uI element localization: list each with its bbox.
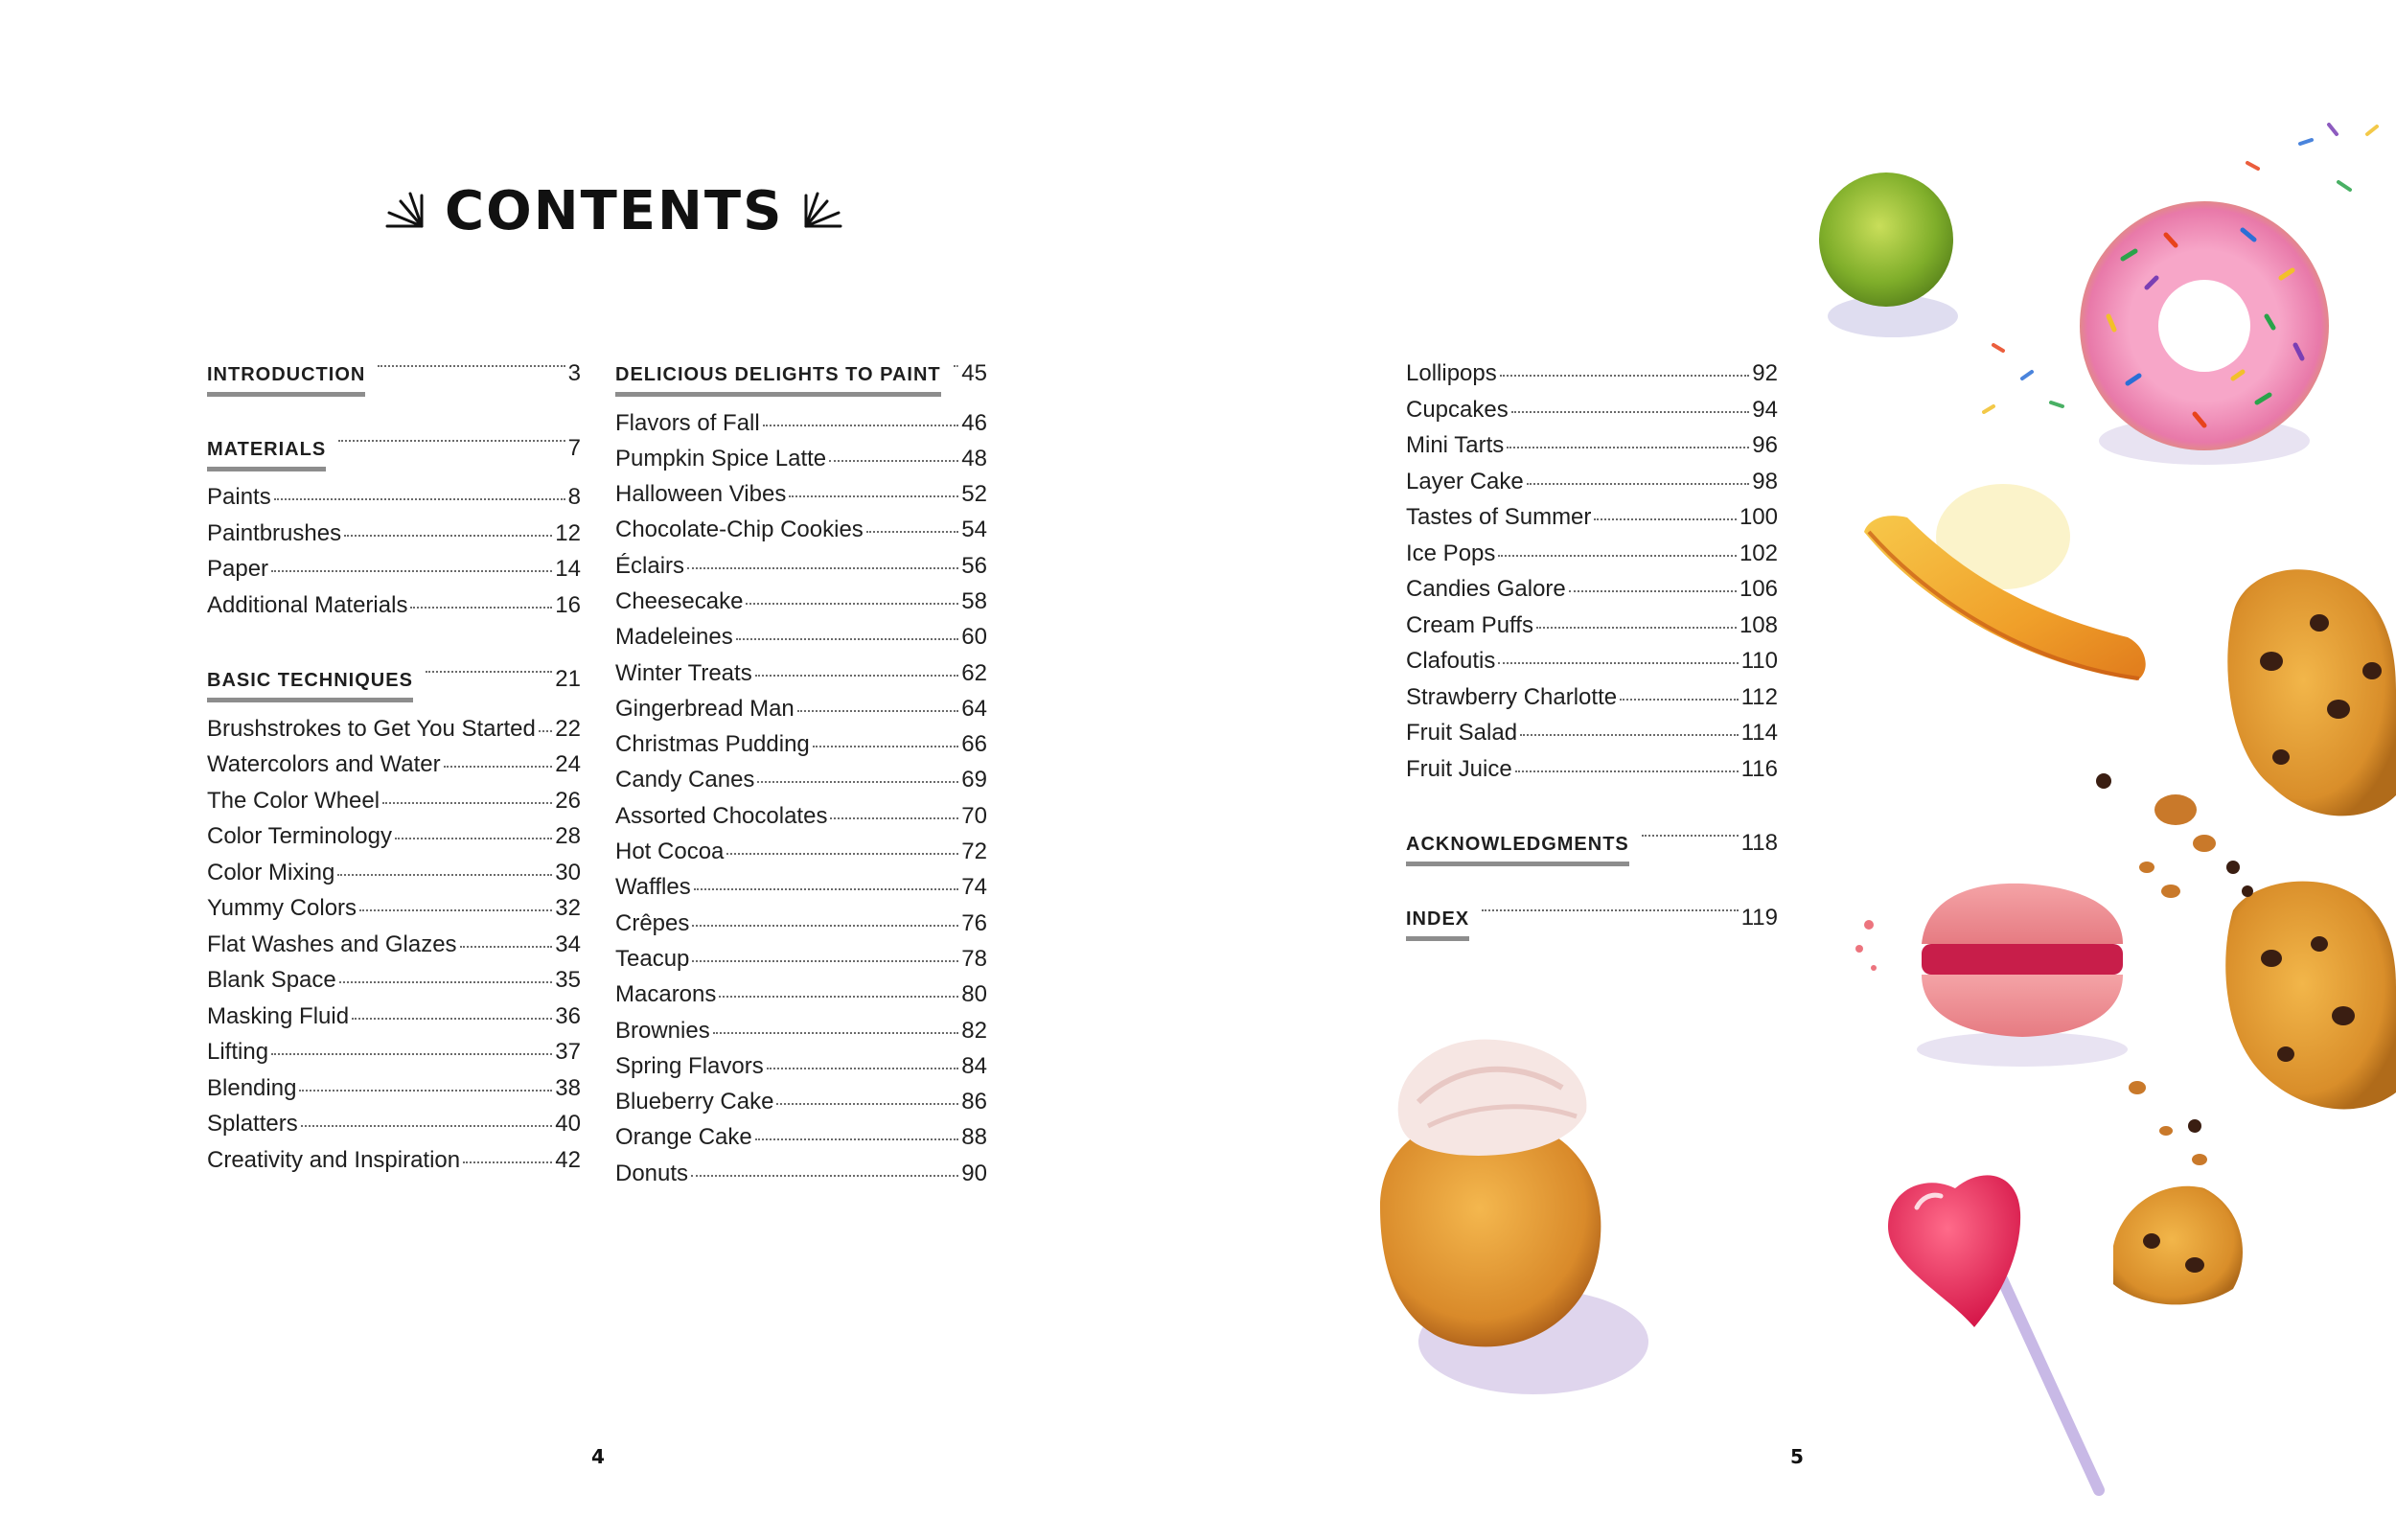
toc-entry-orange-cake	[615, 1124, 987, 1160]
toc-entry-label: Watercolors and Water	[207, 751, 441, 777]
toc-entry-page: 21	[555, 666, 581, 692]
toc-entry-page: 106	[1739, 576, 1778, 602]
dot-leader	[763, 425, 959, 426]
toc-entry-the-color-wheel	[207, 788, 581, 824]
toc-entry-page: 116	[1740, 755, 1778, 782]
toc-entry-label: Halloween Vibes	[615, 481, 787, 508]
dot-leader	[726, 853, 958, 855]
dot-leader	[460, 946, 553, 948]
toc-entry-watercolors-and-water	[207, 751, 581, 788]
toc-entry-page: 118	[1740, 830, 1778, 856]
dot-leader	[1507, 447, 1749, 448]
toc-entry-blueberry-cake	[615, 1089, 987, 1124]
toc-entry-lifting	[207, 1039, 581, 1075]
toc-entry-paintbrushes	[207, 520, 581, 557]
toc-entry-label: Christmas Pudding	[615, 731, 810, 758]
dot-leader	[1482, 909, 1739, 911]
toc-entry-label: Strawberry Charlotte	[1406, 683, 1618, 710]
toc-entry-additional-materials	[207, 592, 581, 629]
dot-leader	[410, 607, 552, 609]
sprinkle-donut-illustration	[1984, 125, 2377, 465]
toc-entry-eclairs	[615, 553, 987, 588]
toc-entry-fruit-juice	[1406, 756, 1778, 793]
toc-entry-candy-canes	[615, 767, 987, 802]
toc-entry-page: 54	[961, 517, 987, 543]
dot-leader	[757, 781, 958, 783]
right-burst-icon	[802, 190, 844, 232]
toc-entry-label: Cream Puffs	[1406, 611, 1533, 638]
toc-column-1	[207, 360, 581, 1183]
dot-leader	[463, 1161, 552, 1163]
cookie-crumbs-illustration	[2096, 773, 2253, 1165]
toc-entry-label: Brownies	[615, 1017, 710, 1044]
dot-leader	[1620, 699, 1739, 701]
toc-entry-ice-pops	[1406, 540, 1778, 577]
toc-entry-label: Cheesecake	[615, 587, 744, 614]
toc-entry-page: 64	[961, 695, 987, 722]
toc-spacer	[1406, 792, 1778, 830]
toc-entry-label: Clafoutis	[1406, 648, 1496, 674]
toc-entry-page: 92	[1752, 360, 1778, 386]
toc-entry-waffles	[615, 874, 987, 909]
toc-entry-label: Donuts	[615, 1160, 689, 1186]
toc-spacer	[615, 397, 987, 410]
dot-leader	[337, 874, 552, 876]
dot-leader	[338, 440, 564, 442]
dot-leader	[352, 1018, 552, 1020]
toc-spacer	[207, 397, 581, 435]
dot-leader	[1500, 375, 1750, 377]
toc-entry-label: Spring Flavors	[615, 1052, 764, 1079]
dot-leader	[395, 838, 552, 839]
toc-entry-label: Waffles	[615, 874, 691, 901]
toc-column-2	[615, 360, 987, 1196]
dot-leader	[746, 603, 958, 605]
dot-leader	[789, 495, 958, 497]
toc-entry-label: Orange Cake	[615, 1124, 752, 1151]
toc-entry-label: Brushstrokes to Get You Started	[207, 715, 536, 742]
toc-entry-page: 37	[555, 1039, 581, 1065]
toc-entry-label: INDEX	[1406, 908, 1469, 941]
toc-entry-yummy-colors	[207, 895, 581, 931]
toc-entry-page: 90	[961, 1160, 987, 1186]
toc-entry-page: 119	[1740, 904, 1778, 931]
toc-entry-macarons	[615, 981, 987, 1017]
toc-entry-page: 76	[961, 909, 987, 936]
toc-section-index	[1406, 905, 1778, 941]
dot-leader	[755, 675, 959, 677]
toc-entry-label: Masking Fluid	[207, 1002, 350, 1029]
toc-entry-page: 3	[567, 360, 581, 386]
left-burst-icon	[383, 190, 426, 232]
toc-entry-label: INTRODUCTION	[207, 364, 365, 397]
toc-entry-crepes	[615, 910, 987, 946]
toc-entry-label: Assorted Chocolates	[615, 802, 828, 829]
toc-entry-flavors-of-fall	[615, 410, 987, 446]
toc-entry-page: 66	[961, 731, 987, 758]
toc-entry-label: Tastes of Summer	[1406, 504, 1592, 530]
toc-entry-cupcakes	[1406, 397, 1778, 433]
toc-entry-page: 48	[961, 445, 987, 471]
dot-leader	[692, 925, 958, 927]
toc-entry-page: 70	[961, 802, 987, 829]
toc-entry-cheesecake	[615, 588, 987, 624]
toc-entry-label: Yummy Colors	[207, 895, 357, 921]
toc-entry-label: Flavors of Fall	[615, 409, 760, 436]
dot-leader	[1515, 770, 1739, 772]
toc-entry-brownies	[615, 1018, 987, 1053]
toc-entry-page: 110	[1740, 648, 1778, 674]
toc-entry-page: 69	[961, 767, 987, 793]
toc-entry-masking-fluid	[207, 1003, 581, 1040]
dot-leader	[866, 531, 959, 533]
toc-entry-tastes-of-summer	[1406, 504, 1778, 540]
matcha-ball-illustration	[1819, 172, 1958, 337]
toc-entry-page: 114	[1740, 720, 1778, 746]
dot-leader	[687, 567, 958, 569]
toc-entry-color-mixing	[207, 860, 581, 896]
toc-entry-page: 45	[961, 360, 987, 386]
toc-entry-label: Fruit Salad	[1406, 720, 1518, 746]
toc-entry-label: Lollipops	[1406, 360, 1497, 386]
toc-entry-label: Crêpes	[615, 909, 690, 936]
toc-entry-label: Pumpkin Spice Latte	[615, 445, 827, 471]
toc-entry-paints	[207, 484, 581, 520]
toc-entry-label: Blending	[207, 1074, 297, 1101]
toc-entry-label: Splatters	[207, 1111, 298, 1137]
dot-leader	[1498, 555, 1737, 557]
toc-entry-page: 102	[1739, 540, 1778, 566]
toc-entry-page: 94	[1752, 396, 1778, 423]
dot-leader	[719, 996, 958, 998]
toc-entry-page: 34	[555, 931, 581, 957]
toc-entry-page: 86	[961, 1089, 987, 1115]
toc-entry-brushstrokes-to-get-you-started	[207, 716, 581, 752]
toc-entry-page: 42	[555, 1146, 581, 1173]
toc-entry-splatters	[207, 1111, 581, 1147]
toc-entry-label: Layer Cake	[1406, 468, 1524, 494]
toc-entry-page: 58	[961, 587, 987, 614]
dot-leader	[301, 1125, 553, 1127]
toc-entry-label: Color Terminology	[207, 823, 392, 849]
toc-entry-page: 16	[555, 591, 581, 618]
page-title: CONTENTS	[445, 179, 784, 242]
dot-leader	[271, 1053, 552, 1055]
toc-entry-label: Color Mixing	[207, 859, 335, 885]
toc-entry-page: 84	[961, 1052, 987, 1079]
dot-leader	[813, 746, 959, 747]
toc-entry-label: Blank Space	[207, 967, 336, 993]
page-number-right: 5	[1790, 1445, 1804, 1468]
toc-entry-blank-space	[207, 967, 581, 1003]
toc-entry-fruit-salad	[1406, 720, 1778, 756]
dot-leader	[1594, 518, 1737, 520]
toc-section-materials	[207, 435, 581, 471]
toc-entry-page: 96	[1752, 432, 1778, 458]
toc-entry-label: The Color Wheel	[207, 787, 380, 814]
toc-entry-page: 8	[567, 484, 581, 510]
toc-entry-clafoutis	[1406, 648, 1778, 684]
toc-entry-label: Gingerbread Man	[615, 695, 795, 722]
toc-entry-madeleines	[615, 624, 987, 659]
chocolate-chip-cookie-illustration	[2113, 569, 2396, 1304]
toc-entry-page: 80	[961, 981, 987, 1008]
dot-leader	[713, 1032, 959, 1034]
toc-entry-page: 46	[961, 409, 987, 436]
dot-leader	[736, 638, 959, 640]
dot-leader	[539, 730, 552, 732]
toc-entry-label: Additional Materials	[207, 591, 408, 618]
toc-spacer	[207, 471, 581, 484]
toc-entry-label: Macarons	[615, 981, 717, 1008]
toc-entry-strawberry-charlotte	[1406, 684, 1778, 721]
toc-entry-page: 26	[555, 787, 581, 814]
dot-leader	[1511, 411, 1750, 413]
dot-leader	[692, 960, 958, 962]
toc-entry-page: 12	[555, 519, 581, 546]
dot-leader	[299, 1090, 552, 1092]
dot-leader	[271, 570, 552, 572]
dot-leader	[378, 365, 564, 367]
toc-entry-label: Madeleines	[615, 624, 733, 651]
toc-entry-label: Cupcakes	[1406, 396, 1509, 423]
toc-entry-teacup	[615, 946, 987, 981]
toc-entry-page: 36	[555, 1002, 581, 1029]
toc-entry-hot-cocoa	[615, 839, 987, 874]
toc-entry-label: MATERIALS	[207, 439, 326, 471]
toc-entry-label: Paints	[207, 484, 271, 510]
toc-entry-chocolate-chip-cookies	[615, 517, 987, 552]
toc-entry-pumpkin-spice-latte	[615, 446, 987, 481]
heart-lollipop-illustration	[1888, 1175, 2099, 1490]
toc-entry-label: Éclairs	[615, 552, 685, 579]
dot-leader	[426, 671, 552, 673]
dot-leader	[1520, 734, 1739, 736]
toc-entry-label: Chocolate-Chip Cookies	[615, 517, 864, 543]
toc-entry-assorted-chocolates	[615, 803, 987, 839]
toc-entry-page: 40	[555, 1111, 581, 1137]
toc-entry-page: 28	[555, 823, 581, 849]
toc-entry-spring-flavors	[615, 1053, 987, 1089]
dot-leader	[767, 1068, 959, 1069]
toc-entry-page: 56	[961, 552, 987, 579]
toc-entry-winter-treats	[615, 660, 987, 696]
cream-puff-illustration	[1380, 1040, 1648, 1394]
toc-entry-halloween-vibes	[615, 481, 987, 517]
dot-leader	[1498, 662, 1738, 664]
toc-section-introduction	[207, 360, 581, 397]
toc-entry-label: Mini Tarts	[1406, 432, 1505, 458]
toc-entry-page: 22	[555, 715, 581, 742]
toc-entry-label: Fruit Juice	[1406, 755, 1512, 782]
toc-entry-lollipops	[1406, 360, 1778, 397]
toc-entry-label: Blueberry Cake	[615, 1089, 774, 1115]
peach-slice-illustration	[1864, 484, 2146, 680]
dot-leader	[444, 766, 553, 768]
toc-entry-page: 74	[961, 874, 987, 901]
toc-entry-page: 82	[961, 1017, 987, 1044]
toc-entry-label: ACKNOWLEDGMENTS	[1406, 834, 1629, 866]
toc-column-3	[1406, 360, 1778, 940]
dot-leader	[694, 888, 959, 890]
toc-entry-label: DELICIOUS DELIGHTS TO PAINT	[615, 364, 941, 397]
toc-entry-page: 62	[961, 659, 987, 686]
dot-leader	[691, 1175, 958, 1177]
dot-leader	[797, 710, 959, 712]
toc-entry-label: Lifting	[207, 1039, 269, 1065]
toc-entry-page: 24	[555, 751, 581, 777]
dot-leader	[1642, 835, 1739, 837]
contents-heading	[383, 177, 844, 244]
toc-entry-gingerbread-man	[615, 696, 987, 731]
toc-entry-label: Paintbrushes	[207, 519, 342, 546]
toc-entry-paper	[207, 556, 581, 592]
toc-spacer	[207, 628, 581, 666]
dot-leader	[339, 981, 553, 983]
page-number-left: 4	[591, 1445, 605, 1468]
dot-leader	[1569, 590, 1737, 592]
dot-leader	[830, 817, 958, 819]
toc-entry-page: 72	[961, 839, 987, 865]
toc-entry-color-terminology	[207, 823, 581, 860]
toc-entry-page: 38	[555, 1074, 581, 1101]
toc-entry-creativity-and-inspiration	[207, 1147, 581, 1184]
toc-entry-label: Creativity and Inspiration	[207, 1146, 461, 1173]
toc-entry-mini-tarts	[1406, 432, 1778, 469]
toc-entry-page: 35	[555, 967, 581, 993]
toc-entry-page: 52	[961, 481, 987, 508]
toc-entry-label: Flat Washes and Glazes	[207, 931, 457, 957]
toc-section-basic-techniques	[207, 666, 581, 702]
toc-entry-label: Ice Pops	[1406, 540, 1496, 566]
toc-entry-candies-galore	[1406, 576, 1778, 612]
toc-entry-label: Candies Galore	[1406, 576, 1566, 602]
dot-leader	[776, 1103, 958, 1105]
toc-spacer	[207, 702, 581, 716]
toc-section-acknowledgments	[1406, 830, 1778, 866]
dot-leader	[344, 535, 552, 537]
toc-entry-label: Hot Cocoa	[615, 839, 725, 865]
toc-section-delicious-delights-to-paint	[615, 360, 987, 397]
toc-spacer	[1406, 866, 1778, 905]
dot-leader	[1527, 483, 1750, 485]
toc-entry-page: 30	[555, 859, 581, 885]
dot-leader	[359, 909, 552, 911]
toc-entry-page: 112	[1740, 683, 1778, 710]
toc-entry-label: Teacup	[615, 945, 690, 972]
toc-entry-page: 108	[1739, 611, 1778, 638]
toc-entry-label: Paper	[207, 556, 269, 582]
dot-leader	[829, 460, 958, 462]
toc-entry-christmas-pudding	[615, 731, 987, 767]
toc-entry-layer-cake	[1406, 469, 1778, 505]
toc-entry-cream-puffs	[1406, 612, 1778, 649]
toc-entry-page: 7	[567, 434, 581, 461]
toc-entry-page: 100	[1739, 504, 1778, 530]
toc-entry-page: 32	[555, 895, 581, 921]
toc-entry-label: BASIC TECHNIQUES	[207, 670, 413, 702]
macaron-illustration	[1855, 884, 2128, 1067]
dot-leader	[954, 365, 959, 367]
toc-entry-page: 78	[961, 945, 987, 972]
dot-leader	[755, 1138, 959, 1140]
toc-entry-page: 60	[961, 624, 987, 651]
dot-leader	[382, 802, 552, 804]
dot-leader	[274, 498, 565, 500]
toc-entry-page: 88	[961, 1124, 987, 1151]
toc-entry-blending	[207, 1075, 581, 1112]
dot-leader	[1536, 627, 1737, 629]
toc-entry-page: 98	[1752, 468, 1778, 494]
toc-entry-page: 14	[555, 556, 581, 582]
toc-entry-label: Candy Canes	[615, 767, 755, 793]
toc-entry-flat-washes-and-glazes	[207, 931, 581, 968]
toc-entry-donuts	[615, 1161, 987, 1196]
toc-entry-label: Winter Treats	[615, 659, 752, 686]
